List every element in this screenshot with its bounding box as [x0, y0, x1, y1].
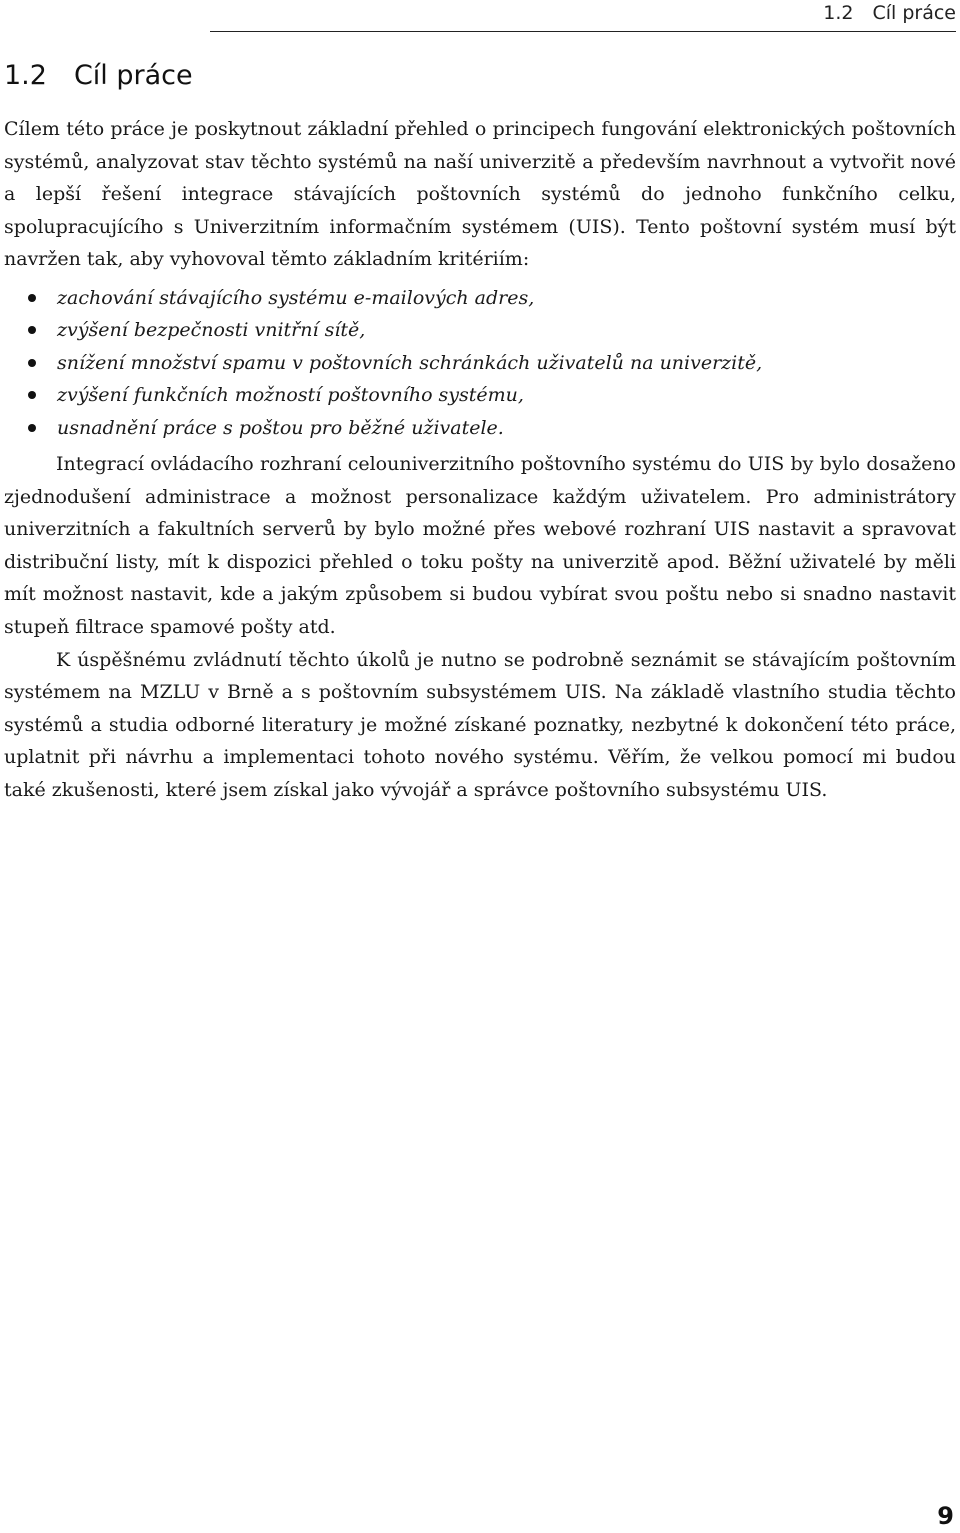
bullet-icon — [28, 359, 36, 367]
section-heading: 1.2 Cíl práce — [4, 60, 193, 91]
page-number: 9 — [937, 1502, 954, 1530]
section-body — [4, 113, 956, 807]
running-header — [210, 0, 956, 32]
integration-paragraph: Integrací ovládacího rozhraní celouniverzitního poštovního systému do UIS by bylo dosaženo zjednodušení administrace a možnost personalizace každým uživatelem. Pro administrátory univerzitních a fakultních serverů by bylo možné přes webové rozhraní UIS nastavit a spravovat distribuční listy, mít k dispozici přehled o toku pošty na univerzitě apod. Běžní uživatelé by měli mít možnost nastavit, kde a jakým způsobem si budou vybírat svou poštu nebo si snadno nastavit stupeň filtrace spamové pošty atd. — [4, 453, 956, 638]
list-item-text: zachování stávajícího systému e-mailových adres, — [57, 286, 535, 309]
list-item-text: usnadnění práce s poštou pro běžné uživatele. — [57, 416, 504, 439]
success-paragraph: K úspěšnému zvládnutí těchto úkolů je nutno se podrobně seznámit se stávajícím poštovním systémem na MZLU v Brně a s poštovním subsystémem UIS. Na základě vlastního studia těchto systémů a studia odborné literatury je možné získané poznatky, nezbytné k dokončení této práce, uplatnit při návrhu a implementaci tohoto nového systému. Věřím, že velkou pomocí mi budou také zkušenosti, které jsem získal jako vývojář a správce poštovního subsystému UIS. — [4, 648, 956, 801]
list-item — [4, 412, 956, 444]
running-header-title: 1.2 Cíl práce — [823, 2, 956, 24]
list-item — [4, 314, 956, 346]
list-item — [4, 282, 956, 314]
list-item-text: snížení množství spamu v poštovních schránkách uživatelů na univerzitě, — [57, 351, 763, 374]
bullet-icon — [28, 326, 36, 334]
bullet-icon — [28, 391, 36, 399]
list-item — [4, 347, 956, 379]
bullet-icon — [28, 294, 36, 302]
intro-paragraph: Cílem této práce je poskytnout základní přehled o principech fungování elektronických poštovních systémů, analyzovat stav těchto systémů na naší univerzitě a především navrhnout a vytvořit nové a lepší řešení integrace stávajících poštovních systémů do jednoho funkčního celku, spolupracujícího s Univerzitním informačním systémem (UIS). Tento poštovní systém musí být navržen tak, aby vyhovoval těmto základním kritériím: — [4, 118, 956, 271]
list-item-text: zvýšení bezpečnosti vnitřní sítě, — [57, 319, 366, 342]
list-item-text: zvýšení funkčních možností poštovního systému, — [57, 384, 524, 407]
criteria-list — [4, 282, 956, 444]
list-item — [4, 379, 956, 411]
bullet-icon — [28, 424, 36, 432]
